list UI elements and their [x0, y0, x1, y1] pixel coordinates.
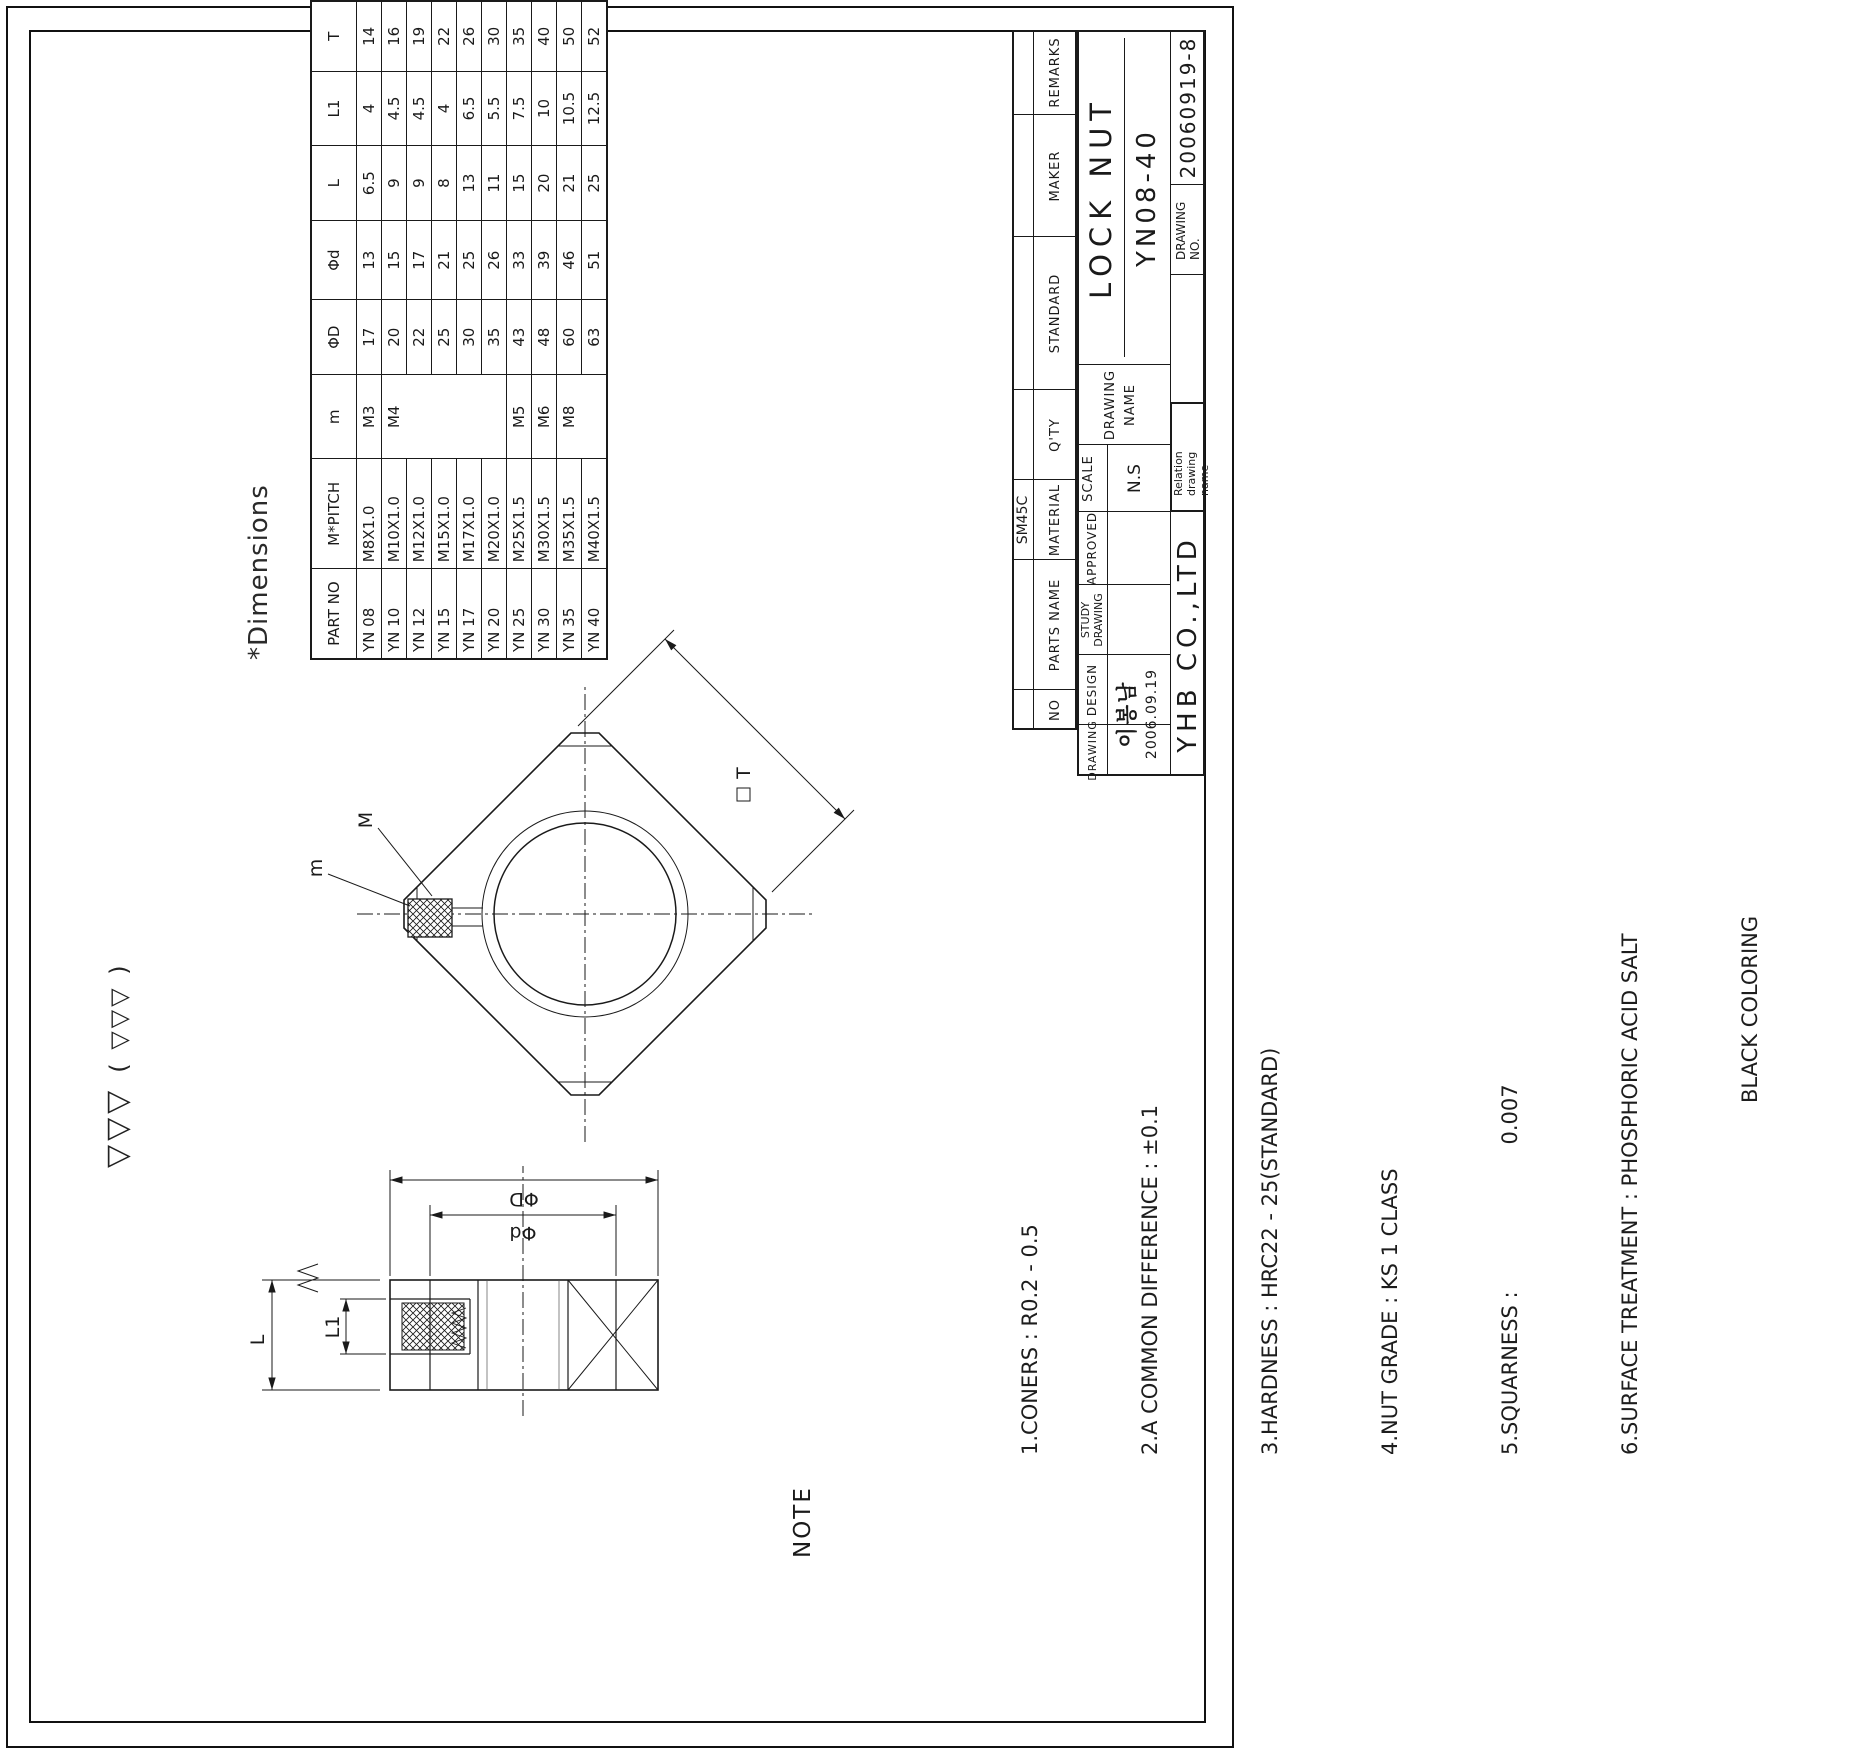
dimensions-table-cell: 20 — [532, 146, 557, 221]
finish-triangles-icon: ▽▽▽ — [100, 1086, 135, 1168]
label-m: m — [305, 858, 327, 878]
sign-header-approved: APPROVED — [1085, 511, 1099, 586]
dimensions-table-cell: M10X1.0 — [382, 459, 407, 569]
dimensions-table-header: M*PITCH — [311, 459, 357, 569]
dimensions-table-cell: YN 25 — [507, 569, 532, 659]
dimensions-table-cell: M4 — [382, 375, 407, 459]
dimensions-table-cell: 63 — [582, 300, 608, 375]
dim-label-phid: Φd — [509, 1222, 537, 1244]
dimensions-table-cell: M20X1.0 — [482, 459, 507, 569]
dimensions-table-cell: 4 — [357, 71, 382, 146]
dimensions-table-cell: 30 — [482, 1, 507, 71]
dim-label-L: L — [247, 1334, 269, 1346]
dimensions-table-cell: 35 — [482, 300, 507, 375]
header-no: NO — [1047, 699, 1063, 721]
dimensions-table-cell: 14 — [357, 1, 382, 71]
dimensions-table-cell: M35X1.5 — [557, 459, 582, 569]
leader-M — [378, 828, 432, 896]
relation-line3: name — [1198, 464, 1211, 496]
dimensions-table-cell: 22 — [407, 300, 432, 375]
thread-finish-icon — [298, 1264, 318, 1292]
dimensions-table-cell: 19 — [407, 1, 432, 71]
drawing-name-value: LOCK NUT — [1084, 95, 1118, 300]
designer-name: 이봉남 — [1115, 680, 1139, 748]
dimensions-table-cell: YN 17 — [457, 569, 482, 659]
sign-header-design: DESIGN — [1085, 663, 1099, 717]
relation-line2: drawing — [1185, 451, 1198, 496]
dimensions-table-cell: YN 08 — [357, 569, 382, 659]
note-item: 1.CONERS : R0.2 - 0.5 — [1018, 1224, 1042, 1455]
material-value: SM45C — [1014, 495, 1031, 545]
dimensions-table-cell: YN 35 — [557, 569, 582, 659]
dimensions-table-cell: M8X1.0 — [357, 459, 382, 569]
dimensions-table-cell: 21 — [557, 146, 582, 221]
dimensions-table-cell: 50 — [557, 1, 582, 71]
study-line2: DRAWING — [1092, 593, 1105, 647]
dimensions-table-cell: 13 — [357, 220, 382, 300]
dimensions-table-cell: M3 — [357, 375, 382, 459]
dim-label-T: T — [733, 767, 755, 779]
note-item: 5.SQUARNESS : 0.007 — [1498, 1084, 1522, 1455]
squareness-box-icon — [737, 788, 750, 801]
label-M: M — [355, 811, 377, 829]
dimensions-table-cell: 16 — [382, 1, 407, 71]
side-section-view — [247, 1166, 658, 1416]
design-date: 2006.09.19 — [1144, 668, 1160, 760]
dimensions-table-cell: 39 — [532, 220, 557, 300]
dimensions-table-cell: 52 — [582, 1, 608, 71]
front-view — [305, 630, 854, 1142]
dimensions-table-cell: 7.5 — [507, 71, 532, 146]
study-line1: STUDY — [1079, 601, 1092, 639]
dimensions-table-header: PART NO — [311, 569, 357, 659]
dimensions-table-cell: M17X1.0 — [457, 459, 482, 569]
dimensions-title: *Dimensions — [244, 484, 274, 660]
dimensions-table-cell: 17 — [357, 300, 382, 375]
dimensions-table-cell: M8 — [557, 375, 582, 459]
dimensions-table-cell: 60 — [557, 300, 582, 375]
dimensions-table-cell: 51 — [582, 220, 608, 300]
lock-insert-notch — [408, 899, 452, 937]
dim-label-phiD: ΦD — [509, 1188, 539, 1210]
dimensions-table-cell: 10.5 — [557, 71, 582, 146]
dimensions-table-cell: 4.5 — [382, 71, 407, 146]
note-item: 2.A COMMON DIFFERENCE : ±0.1 — [1138, 1104, 1162, 1455]
relation-line1: Relation — [1172, 451, 1185, 496]
header-parts-name: PARTS NAME — [1047, 578, 1063, 672]
dimensions-table-cell: M15X1.0 — [432, 459, 457, 569]
dimensions-table-cell: 9 — [407, 146, 432, 221]
header-material: MATERIAL — [1047, 483, 1063, 557]
note-item: 3.HARDNESS : HRC22 - 25(STANDARD) — [1258, 1047, 1282, 1455]
dimensions-table-cell: 6.5 — [457, 71, 482, 146]
dimensions-table-cell: 26 — [482, 220, 507, 300]
dim-label-L1: L1 — [322, 1315, 344, 1339]
dimensions-table-cell: 10 — [532, 71, 557, 146]
dimensions-table-cell: 21 — [432, 220, 457, 300]
dimensions-table-cell: 25 — [432, 300, 457, 375]
dimensions-table-header: L1 — [311, 71, 357, 146]
dimensions-table-header: L — [311, 146, 357, 221]
dimensions-table-cell: M6 — [532, 375, 557, 459]
note-item: 6.SURFACE TREATMENT : PHOSPHORIC ACID SALT — [1618, 933, 1642, 1455]
dimensions-table-cell: 20 — [382, 300, 407, 375]
dimensions-table-cell: YN 40 — [582, 569, 608, 659]
dimensions-table-header: ΦD — [311, 300, 357, 375]
header-maker: MAKER — [1047, 150, 1063, 202]
drawing-no-line2: NO. — [1188, 238, 1202, 260]
drawing-model-number: YN08-40 — [1132, 128, 1162, 267]
dimensions-table-cell: M5 — [507, 375, 532, 459]
dimensions-table-cell: M30X1.5 — [532, 459, 557, 569]
dimensions-table-cell: 25 — [457, 220, 482, 300]
dimensions-table-cell: 13 — [457, 146, 482, 221]
dimensions-table-cell: YN 10 — [382, 569, 407, 659]
drawing-no-value: 20060919-8 — [1175, 36, 1200, 179]
dimensions-table-header: m — [311, 375, 357, 459]
header-remarks: REMARKS — [1047, 37, 1063, 108]
dimensions-table-cell: 5.5 — [482, 71, 507, 146]
lock-insert-section — [402, 1303, 464, 1350]
header-standard: STANDARD — [1047, 273, 1063, 354]
dimensions-table-cell: YN 15 — [432, 569, 457, 659]
finish-triangles-paren-icon: ( ▽▽▽ ) — [105, 962, 133, 1073]
dimensions-table-cell: 4 — [432, 71, 457, 146]
dimensions-table-cell: YN 30 — [532, 569, 557, 659]
dimensions-table-cell: 35 — [507, 1, 532, 71]
note-item: 4.NUT GRADE : KS 1 CLASS — [1378, 1168, 1402, 1455]
sign-header-drawing: DRAWING — [1085, 720, 1099, 781]
dimensions-table-cell: 9 — [382, 146, 407, 221]
dimensions-table-cell: YN 20 — [482, 569, 507, 659]
dimensions-table-cell: 4.5 — [407, 71, 432, 146]
dimensions-table-cell: 30 — [457, 300, 482, 375]
dimensions-table-cell: M25X1.5 — [507, 459, 532, 569]
company-name: YHB CO.,LTD — [1172, 535, 1203, 753]
scale-value: N.S — [1124, 464, 1145, 493]
tb-line — [1170, 274, 1205, 275]
dimensions-table-cell: 12.5 — [582, 71, 608, 146]
dimensions-table-cell: 26 — [457, 1, 482, 71]
dimensions-table-cell: 40 — [532, 1, 557, 71]
sign-header-study-drawing — [1077, 585, 1107, 655]
dimensions-table-header: Φd — [311, 220, 357, 300]
dimensions-table-cell: 25 — [582, 146, 608, 221]
dimensions-table-cell: 46 — [557, 220, 582, 300]
drawing-name-label-2: NAME — [1122, 383, 1138, 427]
dimensions-table-cell: 22 — [432, 1, 457, 71]
dimensions-table-cell: 15 — [382, 220, 407, 300]
relation-drawing-name-label — [1172, 406, 1211, 496]
dimensions-table-cell: M40X1.5 — [582, 459, 608, 569]
dimensions-table-cell: 6.5 — [357, 146, 382, 221]
drawing-name-label-1: DRAWING — [1102, 369, 1118, 441]
header-qty: Q'TY — [1047, 418, 1063, 452]
note-title: NOTE — [790, 1486, 816, 1558]
dim-line-T — [665, 639, 845, 819]
dimensions-table-header: T — [311, 1, 357, 71]
dimensions-table-cell: 15 — [507, 146, 532, 221]
dimensions-table-cell: 11 — [482, 146, 507, 221]
dimensions-table-cell: 43 — [507, 300, 532, 375]
dimensions-table-cell: 33 — [507, 220, 532, 300]
dimensions-table-cell: 17 — [407, 220, 432, 300]
dimensions-table-cell: M12X1.0 — [407, 459, 432, 569]
note-item: BLACK COLORING — [1738, 915, 1762, 1103]
dimensions-table-cell: 8 — [432, 146, 457, 221]
scale-label: SCALE — [1080, 455, 1096, 502]
drawing-no-label — [1174, 190, 1202, 260]
leader-m — [328, 874, 410, 906]
dimensions-table-cell: 48 — [532, 300, 557, 375]
drawing-no-line1: DRAWING — [1174, 201, 1188, 260]
drawing-name-underline — [1124, 38, 1125, 357]
dimensions-table-cell: YN 12 — [407, 569, 432, 659]
